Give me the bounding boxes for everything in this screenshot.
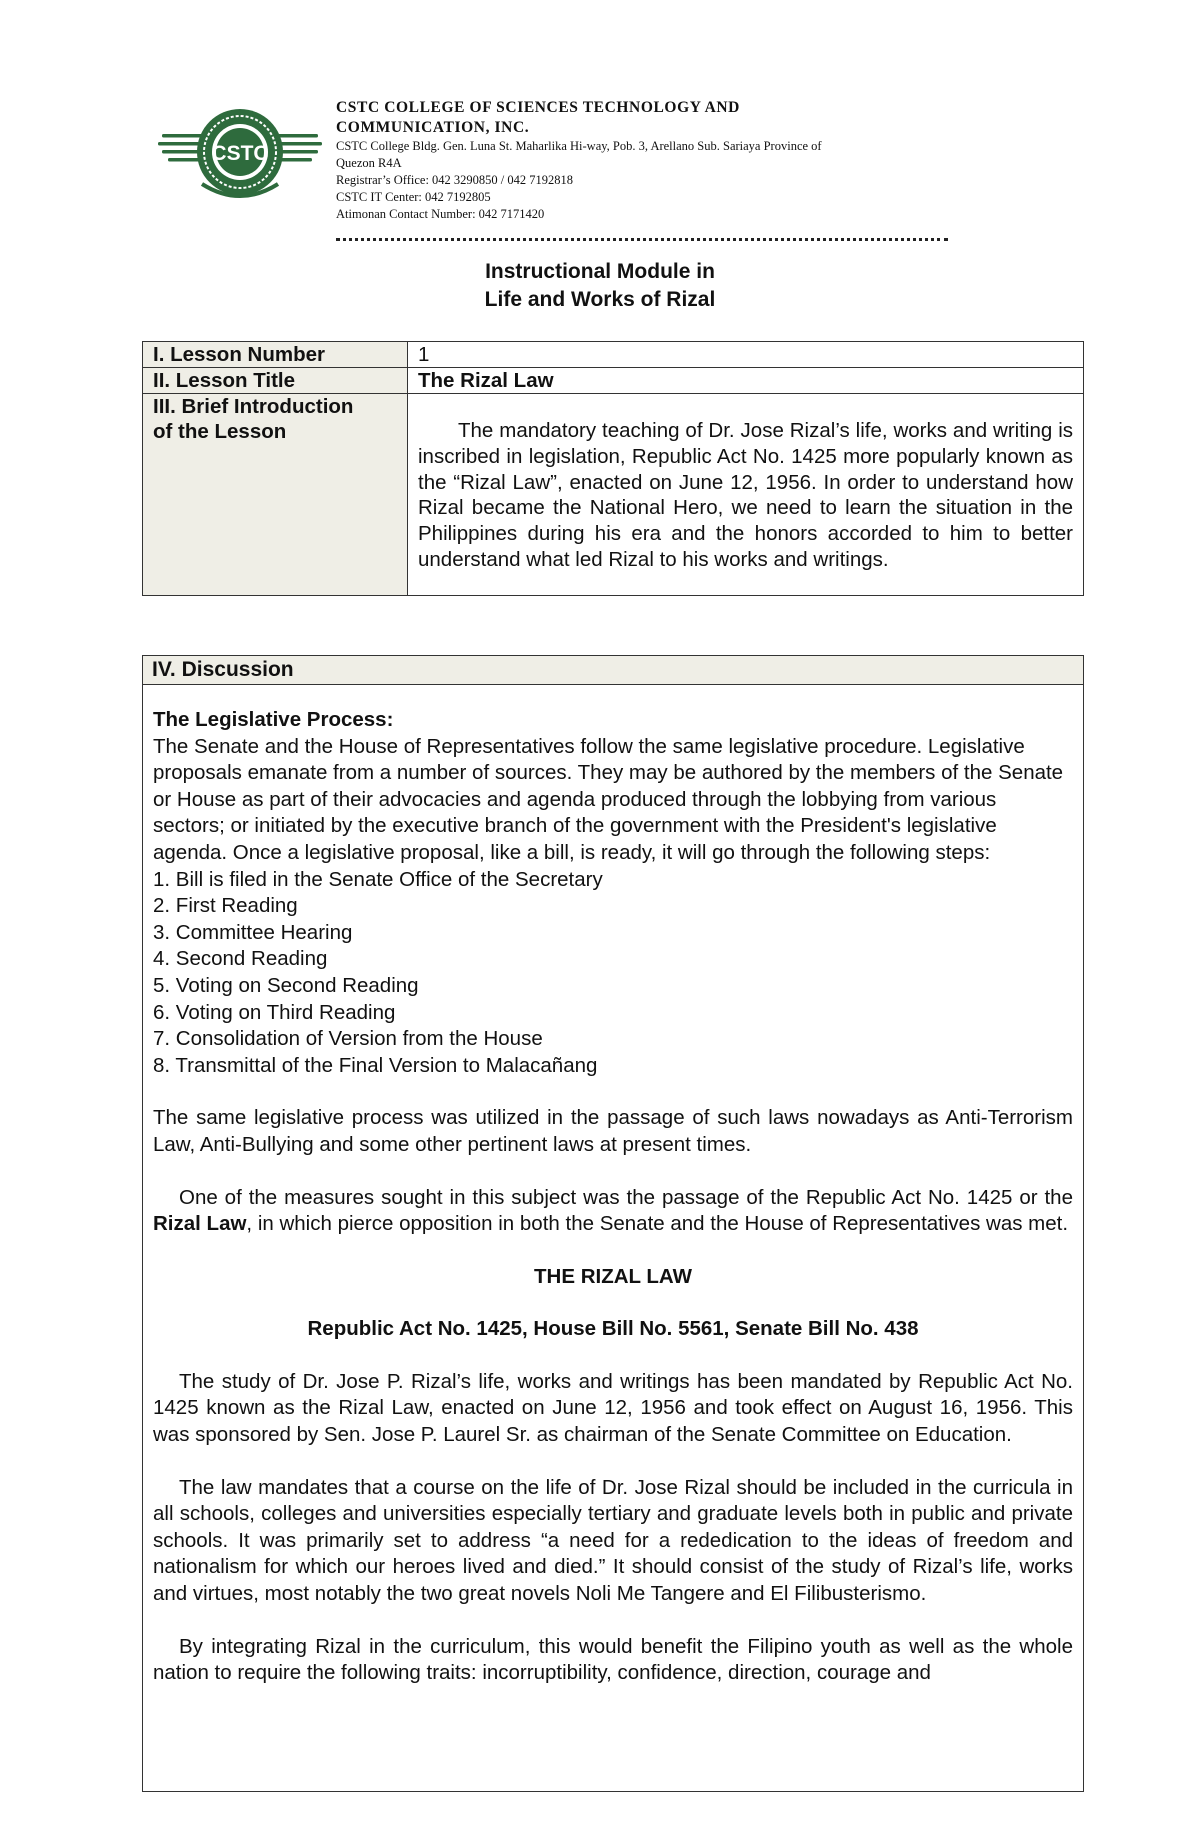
legislative-steps-list — [153, 867, 1073, 1080]
intro-label — [143, 394, 408, 596]
rizal-law-emphasis: Rizal Law — [153, 1212, 247, 1236]
lesson-title-row — [143, 368, 1084, 394]
intro-label-line2: of the Lesson — [153, 420, 287, 443]
legislative-heading: The Legislative Process: — [153, 708, 394, 731]
header-divider — [336, 238, 948, 241]
module-title-line2: Life and Works of Rizal — [484, 288, 716, 311]
intro-row — [143, 394, 1084, 596]
rizal-law-subheading: Republic Act No. 1425, House Bill No. 5561, Senate Bill No. 438 — [307, 1317, 919, 1341]
lesson-title-value: The Rizal Law — [408, 368, 1084, 394]
step-item: 5. Voting on Second Reading — [153, 973, 419, 997]
lesson-number-label: I. Lesson Number — [143, 342, 408, 368]
lesson-number-value: 1 — [408, 342, 1084, 368]
letterhead-text — [336, 98, 956, 223]
study-paragraph: The study of Dr. Jose P. Rizal’s life, works and writings has been mandated by Republic Act No. 1425 known as the Rizal Law, enacted on June 12, 1956 and took effect on August 16, 1956. This was sponsored by Sen. Jose P. Laurel Sr. as chairman of the Senate Committee on Education. — [153, 1369, 1073, 1447]
step-item: 7. Consolidation of Version from the House — [153, 1027, 543, 1051]
measures-text-before: One of the measures sought in this subject was the passage of the Republic Act No. 1425 or the — [179, 1185, 1073, 1209]
step-item: 8. Transmittal of the Final Version to Malacañang — [153, 1053, 598, 1077]
step-item: 2. First Reading — [153, 894, 298, 918]
mandate-paragraph: The law mandates that a course on the life of Dr. Jose Rizal should be included in the curricula in all schools, colleges and universities especially tertiary and graduate levels both in public and private schools. It was primarily set to address “a need for a rededication to the ideas of freedom and nationalism for which our heroes lived and died.” It should consist of the study of Rizal’s life, works and virtues, most notably the two great novels Noli Me Tangere and El Filibusterismo. — [153, 1475, 1073, 1606]
step-item: 3. Committee Hearing — [153, 920, 353, 944]
discussion-heading: IV. Discussion — [143, 656, 1083, 685]
lesson-info-table — [142, 341, 1084, 596]
intro-label-line1: III. Brief Introduction — [153, 395, 354, 418]
measures-paragraph — [153, 1185, 1073, 1238]
same-process-paragraph: The same legislative process was utilized in the passage of such laws nowadays as Anti-Terrorism Law, Anti-Bullying and some other pertinent laws at present times. — [153, 1106, 1073, 1156]
intro-text: The mandatory teaching of Dr. Jose Rizal’s life, works and writing is inscribed in legislation, Republic Act No. 1425 more popularly known as the “Rizal Law”, enacted on June 12, 1956. In order to understand how Rizal became the National Hero, we need to learn the situation in the Philippines during his era and the honors accorded to him to better understand what led Rizal to his works and writings. — [418, 419, 1073, 571]
atimonan-contact: Atimonan Contact Number: 042 7171420 — [336, 207, 545, 221]
address-line1: CSTC College Bldg. Gen. Luna St. Maharlika Hi-way, Pob. 3, Arellano Sub. Sariaya Province of — [336, 139, 822, 153]
lesson-number-row — [143, 342, 1084, 368]
intro-cell — [408, 394, 1084, 596]
step-item: 6. Voting on Third Reading — [153, 1000, 396, 1024]
legislative-text: The Senate and the House of Representatives follow the same legislative procedure. Legislative proposals emanate from a number of sources. They may be authored by the members of the Senate or House as part of their advocacies and agenda produced through the lobbying from various sectors; or initiated by the executive branch of the government with the President's legislative agenda. Once a legislative proposal, like a bill, is ready, it will go through the following steps: — [153, 734, 1064, 864]
measures-text-after: , in which pierce opposition in both the Senate and the House of Representatives was met. — [246, 1212, 1069, 1236]
module-title — [0, 258, 1200, 314]
it-center-contact: CSTC IT Center: 042 7192805 — [336, 190, 491, 204]
module-title-line1: Instructional Module in — [485, 260, 715, 283]
step-item: 1. Bill is filed in the Senate Office of the Secretary — [153, 867, 603, 891]
letterhead — [158, 98, 948, 244]
registrar-contact: Registrar’s Office: 042 3290850 / 042 7192818 — [336, 173, 574, 187]
institution-name-line1: CSTC COLLEGE OF SCIENCES TECHNOLOGY AND — [336, 99, 740, 116]
institution-name-line2: COMMUNICATION, INC. — [336, 119, 530, 136]
address-line2: Quezon R4A — [336, 156, 402, 170]
lesson-title-label: II. Lesson Title — [143, 368, 408, 394]
integrating-paragraph: By integrating Rizal in the curriculum, this would benefit the Filipino youth as well as the whole nation to require the following traits: incorruptibility, confidence, direction, courage and — [153, 1634, 1073, 1685]
rizal-law-heading: THE RIZAL LAW — [534, 1264, 692, 1288]
discussion-body — [143, 685, 1083, 1687]
discussion-box — [142, 655, 1084, 1792]
step-item: 4. Second Reading — [153, 947, 328, 971]
logo-text: CSTC — [211, 142, 269, 165]
cstc-logo — [158, 108, 322, 204]
